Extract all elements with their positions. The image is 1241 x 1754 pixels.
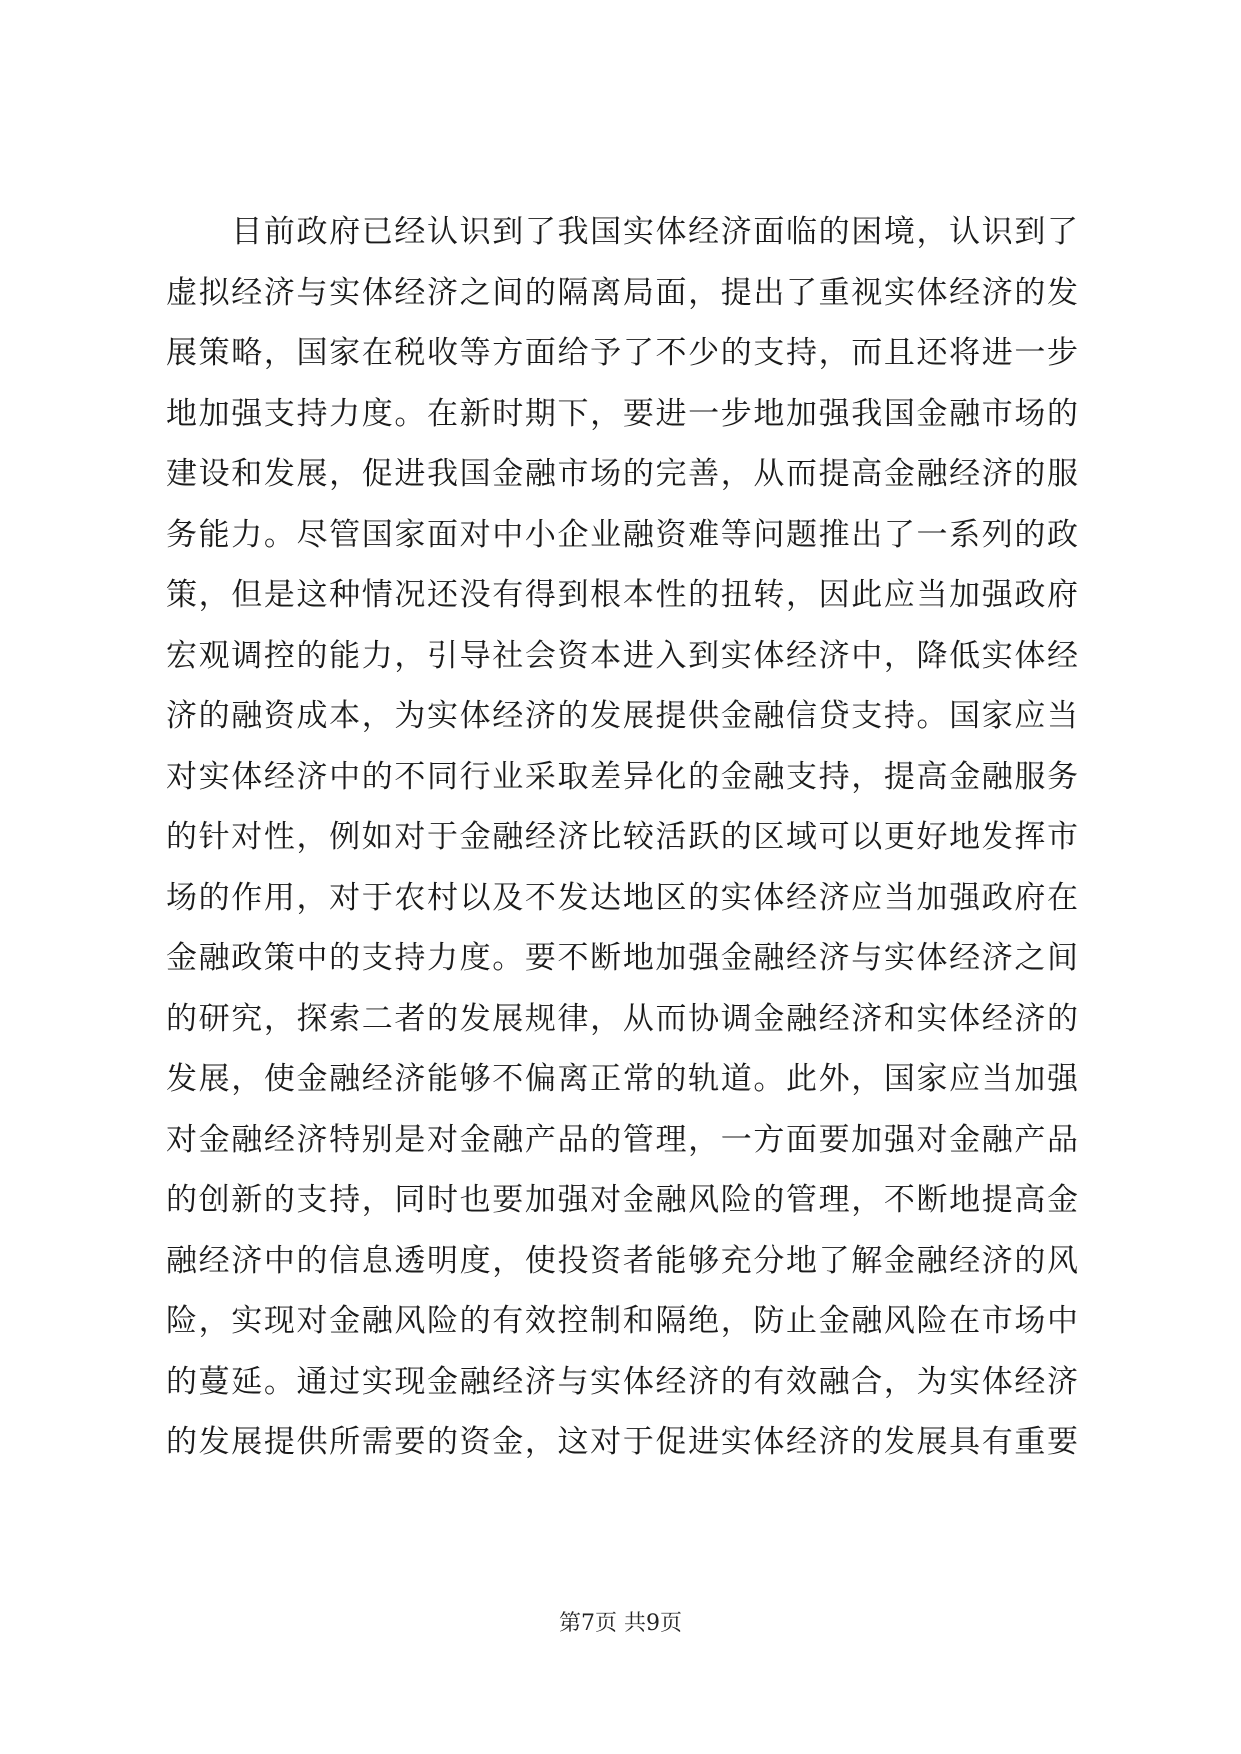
body-paragraph: [166, 202, 1078, 1473]
text-line: 险，实现对金融风险的有效控制和隔绝，防止金融风险在市场中: [166, 1303, 1078, 1339]
text-line: 的发展提供所需要的资金，这对于促进实体经济的发展具有重要: [166, 1424, 1078, 1460]
text-line: 对金融经济特别是对金融产品的管理，一方面要加强对金融产品: [166, 1121, 1078, 1158]
text-line: 金融政策中的支持力度。要不断地加强金融经济与实体经济之间: [166, 940, 1078, 976]
text-line: 的针对性，例如对于金融经济比较活跃的区域可以更好地发挥市: [166, 819, 1078, 855]
text-line: 的创新的支持，同时也要加强对金融风险的管理，不断地提高金: [166, 1182, 1078, 1218]
text-line: 发展，使金融经济能够不偏离正常的轨道。此外，国家应当加强: [166, 1061, 1078, 1097]
text-line: 虚拟经济与实体经济之间的隔离局面，提出了重视实体经济的发: [166, 274, 1078, 311]
text-line: 建设和发展，促进我国金融市场的完善，从而提高金融经济的服: [166, 456, 1078, 492]
text-line: 场的作用，对于农村以及不发达地区的实体经济应当加强政府在: [166, 879, 1078, 916]
text-line: 地加强支持力度。在新时期下，要进一步地加强我国金融市场的: [166, 395, 1078, 432]
text-line: 对实体经济中的不同行业采取差异化的金融支持，提高金融服务: [166, 758, 1078, 795]
text-line: 济的融资成本，为实体经济的发展提供金融信贷支持。国家应当: [166, 698, 1078, 734]
text-line: 的蔓延。通过实现金融经济与实体经济的有效融合，为实体经济: [166, 1363, 1078, 1400]
text-line: 融经济中的信息透明度，使投资者能够充分地了解金融经济的风: [166, 1242, 1078, 1279]
text-line: 的研究，探索二者的发展规律，从而协调金融经济和实体经济的: [166, 1000, 1078, 1037]
text-line: 务能力。尽管国家面对中小企业融资难等问题推出了一系列的政: [166, 516, 1078, 553]
text-line: 宏观调控的能力，引导社会资本进入到实体经济中，降低实体经: [166, 637, 1078, 674]
page-number: 第7页 共9页: [559, 1611, 682, 1636]
text-line: 目前政府已经认识到了我国实体经济面临的困境，认识到了: [166, 214, 1078, 250]
text-line: 展策略，国家在税收等方面给予了不少的支持，而且还将进一步: [166, 335, 1078, 371]
text-line: 策，但是这种情况还没有得到根本性的扭转，因此应当加强政府: [166, 577, 1078, 613]
